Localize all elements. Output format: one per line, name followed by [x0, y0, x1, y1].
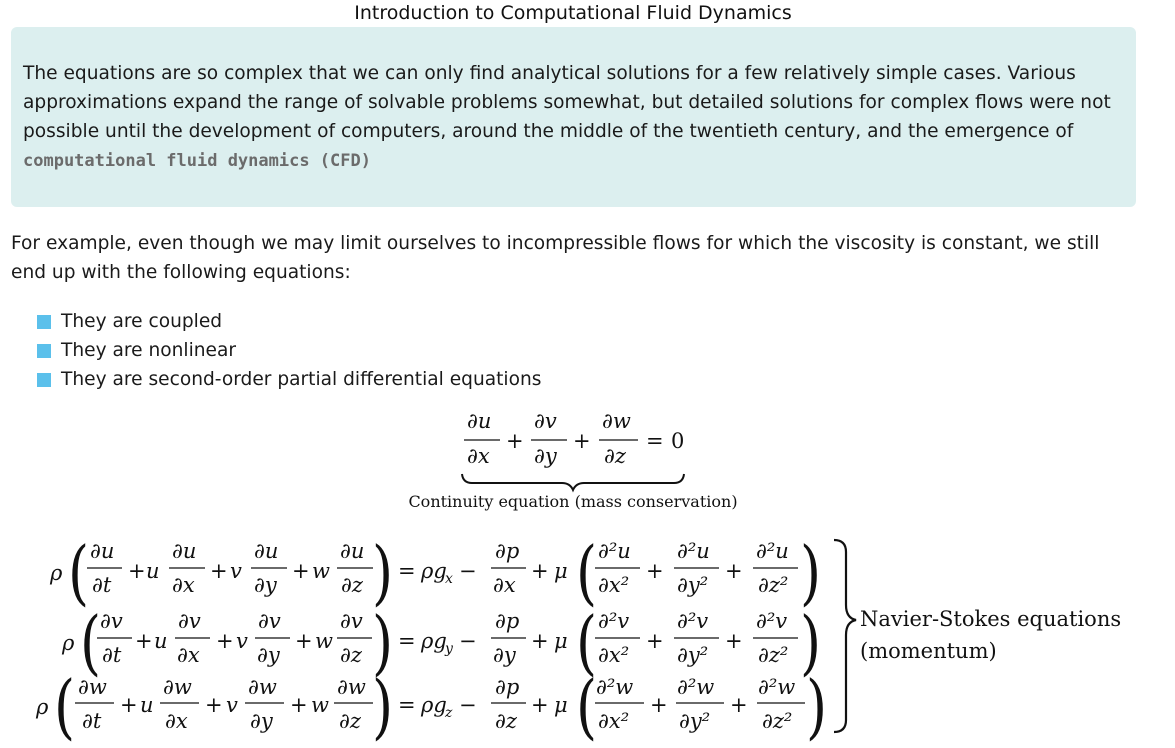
svg-text:∂w: ∂w — [337, 675, 366, 699]
svg-text:∂w: ∂w — [163, 675, 192, 699]
svg-text:0: 0 — [671, 429, 685, 453]
svg-text:∂p: ∂p — [495, 609, 520, 633]
svg-text:u: u — [146, 559, 160, 583]
svg-text:ρg: ρg — [421, 629, 447, 653]
svg-text:v: v — [226, 693, 238, 717]
svg-text:∂²w: ∂²w — [596, 675, 634, 699]
svg-text:w: w — [312, 559, 330, 583]
navier-stokes-label-line1: Navier-Stokes equations — [860, 607, 1122, 631]
svg-text:∂z: ∂z — [340, 643, 362, 667]
callout-box — [11, 27, 1136, 207]
svg-text:ρg: ρg — [421, 693, 447, 717]
svg-text:+: + — [295, 629, 313, 653]
svg-text:∂z²: ∂z² — [762, 709, 793, 733]
svg-text:∂z²: ∂z² — [758, 643, 789, 667]
svg-text:∂z²: ∂z² — [758, 573, 789, 597]
svg-text:+: + — [646, 559, 664, 583]
svg-text:(: ( — [576, 531, 598, 614]
svg-text:ρ: ρ — [50, 561, 63, 585]
svg-text:+: + — [128, 559, 146, 583]
momentum-z-equation — [35, 666, 827, 748]
svg-text:+: + — [205, 693, 223, 717]
svg-text:∂²u: ∂²u — [598, 539, 631, 563]
svg-text:+: + — [210, 559, 228, 583]
svg-text:+: + — [573, 429, 591, 453]
svg-text:+: + — [531, 629, 549, 653]
svg-text:∂x: ∂x — [177, 643, 200, 667]
svg-text:∂y²: ∂y² — [677, 573, 709, 597]
svg-text:∂y: ∂y — [250, 709, 273, 733]
svg-text:(: ( — [68, 531, 90, 614]
page-title: Introduction to Computational Fluid Dynamics — [354, 2, 792, 24]
svg-text:+: + — [650, 693, 668, 717]
list-item — [37, 336, 541, 365]
svg-text:∂z: ∂z — [341, 573, 363, 597]
svg-text:+: + — [135, 629, 153, 653]
svg-text:∂u: ∂u — [254, 539, 279, 563]
svg-text:w: w — [315, 629, 333, 653]
svg-text:∂x: ∂x — [172, 573, 195, 597]
svg-text:∂²u: ∂²u — [677, 539, 710, 563]
svg-text:−: − — [459, 629, 477, 653]
svg-text:∂v: ∂v — [258, 609, 281, 633]
svg-text:∂u: ∂u — [467, 409, 492, 433]
svg-text:∂y: ∂y — [493, 643, 516, 667]
svg-text:∂y: ∂y — [254, 573, 277, 597]
list-item-text: They are coupled — [61, 311, 223, 332]
svg-text:∂u: ∂u — [340, 539, 365, 563]
svg-text:∂v: ∂v — [100, 609, 123, 633]
svg-text:∂²w: ∂²w — [758, 675, 796, 699]
svg-text:∂x: ∂x — [467, 444, 490, 468]
momentum-x-equation — [49, 532, 821, 614]
callout-text-body: The equations are so complex that we can only find analytical solutions for a few relatively simple cases. Various approximations expand the range of solvable problems somewhat, but detailed solutions for complex flows were not possible until the development of computers, around the middle of the twentieth century, and the emergence of — [23, 63, 1111, 142]
svg-text:ρ: ρ — [36, 695, 49, 719]
equations-figure — [0, 400, 1175, 748]
svg-text:ρ: ρ — [62, 631, 75, 655]
list-item — [37, 365, 541, 394]
svg-text:∂p: ∂p — [495, 675, 520, 699]
square-bullet-icon — [37, 344, 51, 358]
callout-text — [23, 59, 1124, 176]
svg-text:∂v: ∂v — [534, 409, 557, 433]
svg-text:∂t: ∂t — [82, 709, 102, 733]
svg-text:∂z: ∂z — [495, 709, 517, 733]
square-bullet-icon — [37, 315, 51, 329]
svg-text:+: + — [216, 629, 234, 653]
list-item-text: They are second-order partial differential equations — [61, 369, 542, 390]
svg-text:∂²v: ∂²v — [756, 609, 788, 633]
square-bullet-icon — [37, 373, 51, 387]
svg-text:μ: μ — [554, 629, 568, 653]
svg-text:−: − — [459, 693, 477, 717]
svg-text:∂z: ∂z — [339, 709, 361, 733]
continuity-equation — [462, 409, 684, 490]
momentum-y-equation — [61, 602, 821, 684]
svg-text:x: x — [445, 571, 453, 587]
svg-text:∂w: ∂w — [602, 409, 631, 433]
underbrace-icon — [462, 474, 684, 490]
svg-text:v: v — [230, 559, 242, 583]
svg-text:∂w: ∂w — [78, 675, 107, 699]
svg-text:∂u: ∂u — [90, 539, 115, 563]
svg-text:∂w: ∂w — [248, 675, 277, 699]
svg-text:∂y: ∂y — [534, 444, 557, 468]
svg-text:+: + — [725, 559, 743, 583]
navier-stokes-label-line2: (momentum) — [860, 639, 997, 663]
svg-text:): ) — [372, 665, 394, 748]
svg-text:∂y²: ∂y² — [677, 643, 709, 667]
svg-text:μ: μ — [554, 559, 568, 583]
svg-text:y: y — [445, 641, 453, 657]
svg-text:u: u — [154, 629, 168, 653]
svg-text:∂u: ∂u — [172, 539, 197, 563]
svg-text:∂x: ∂x — [165, 709, 188, 733]
svg-text:∂v: ∂v — [340, 609, 363, 633]
svg-text:z: z — [445, 705, 453, 721]
svg-text:∂²u: ∂²u — [756, 539, 789, 563]
list-item-text: They are nonlinear — [61, 340, 237, 361]
right-brace-icon — [834, 540, 856, 732]
svg-text:∂t: ∂t — [92, 573, 112, 597]
svg-text:=: = — [398, 693, 416, 717]
svg-text:+: + — [506, 429, 524, 453]
svg-text:∂x²: ∂x² — [598, 709, 630, 733]
svg-text:μ: μ — [554, 693, 568, 717]
body-paragraph: For example, even though we may limit ourselves to incompressible flows for which the viscosity is constant, we still end up with the following equations: — [11, 233, 1100, 283]
svg-text:(: ( — [576, 665, 598, 748]
bullet-list — [37, 307, 541, 394]
list-item — [37, 307, 541, 336]
svg-text:): ) — [800, 531, 822, 614]
svg-text:): ) — [800, 601, 822, 684]
svg-text:(: ( — [576, 601, 598, 684]
svg-text:∂z: ∂z — [604, 444, 626, 468]
svg-text:(: ( — [80, 601, 102, 684]
svg-text:=: = — [646, 429, 664, 453]
cfd-code-term: computational fluid dynamics (CFD) — [23, 151, 371, 171]
svg-text:∂p: ∂p — [495, 539, 520, 563]
svg-text:u: u — [140, 693, 154, 717]
svg-text:∂²v: ∂²v — [677, 609, 709, 633]
svg-text:∂t: ∂t — [102, 643, 122, 667]
svg-text:ρg: ρg — [421, 559, 447, 583]
svg-text:v: v — [236, 629, 248, 653]
svg-text:∂y²: ∂y² — [679, 709, 711, 733]
svg-text:): ) — [806, 665, 828, 748]
svg-text:(: ( — [54, 665, 76, 748]
svg-text:−: − — [459, 559, 477, 583]
svg-text:∂y: ∂y — [257, 643, 280, 667]
svg-text:=: = — [398, 629, 416, 653]
svg-text:w: w — [311, 693, 329, 717]
svg-text:+: + — [646, 629, 664, 653]
svg-text:+: + — [290, 693, 308, 717]
svg-text:+: + — [531, 693, 549, 717]
svg-text:=: = — [398, 559, 416, 583]
svg-text:∂v: ∂v — [178, 609, 201, 633]
svg-text:): ) — [372, 601, 394, 684]
svg-text:+: + — [531, 559, 549, 583]
svg-text:∂²w: ∂²w — [677, 675, 715, 699]
svg-text:∂x²: ∂x² — [598, 573, 630, 597]
svg-text:∂²v: ∂²v — [598, 609, 630, 633]
svg-text:∂x: ∂x — [493, 573, 516, 597]
svg-text:+: + — [120, 693, 138, 717]
svg-text:∂x²: ∂x² — [598, 643, 630, 667]
continuity-label: Continuity equation (mass conservation) — [408, 492, 738, 511]
svg-text:+: + — [725, 629, 743, 653]
svg-text:): ) — [372, 531, 394, 614]
svg-text:+: + — [730, 693, 748, 717]
svg-text:+: + — [292, 559, 310, 583]
